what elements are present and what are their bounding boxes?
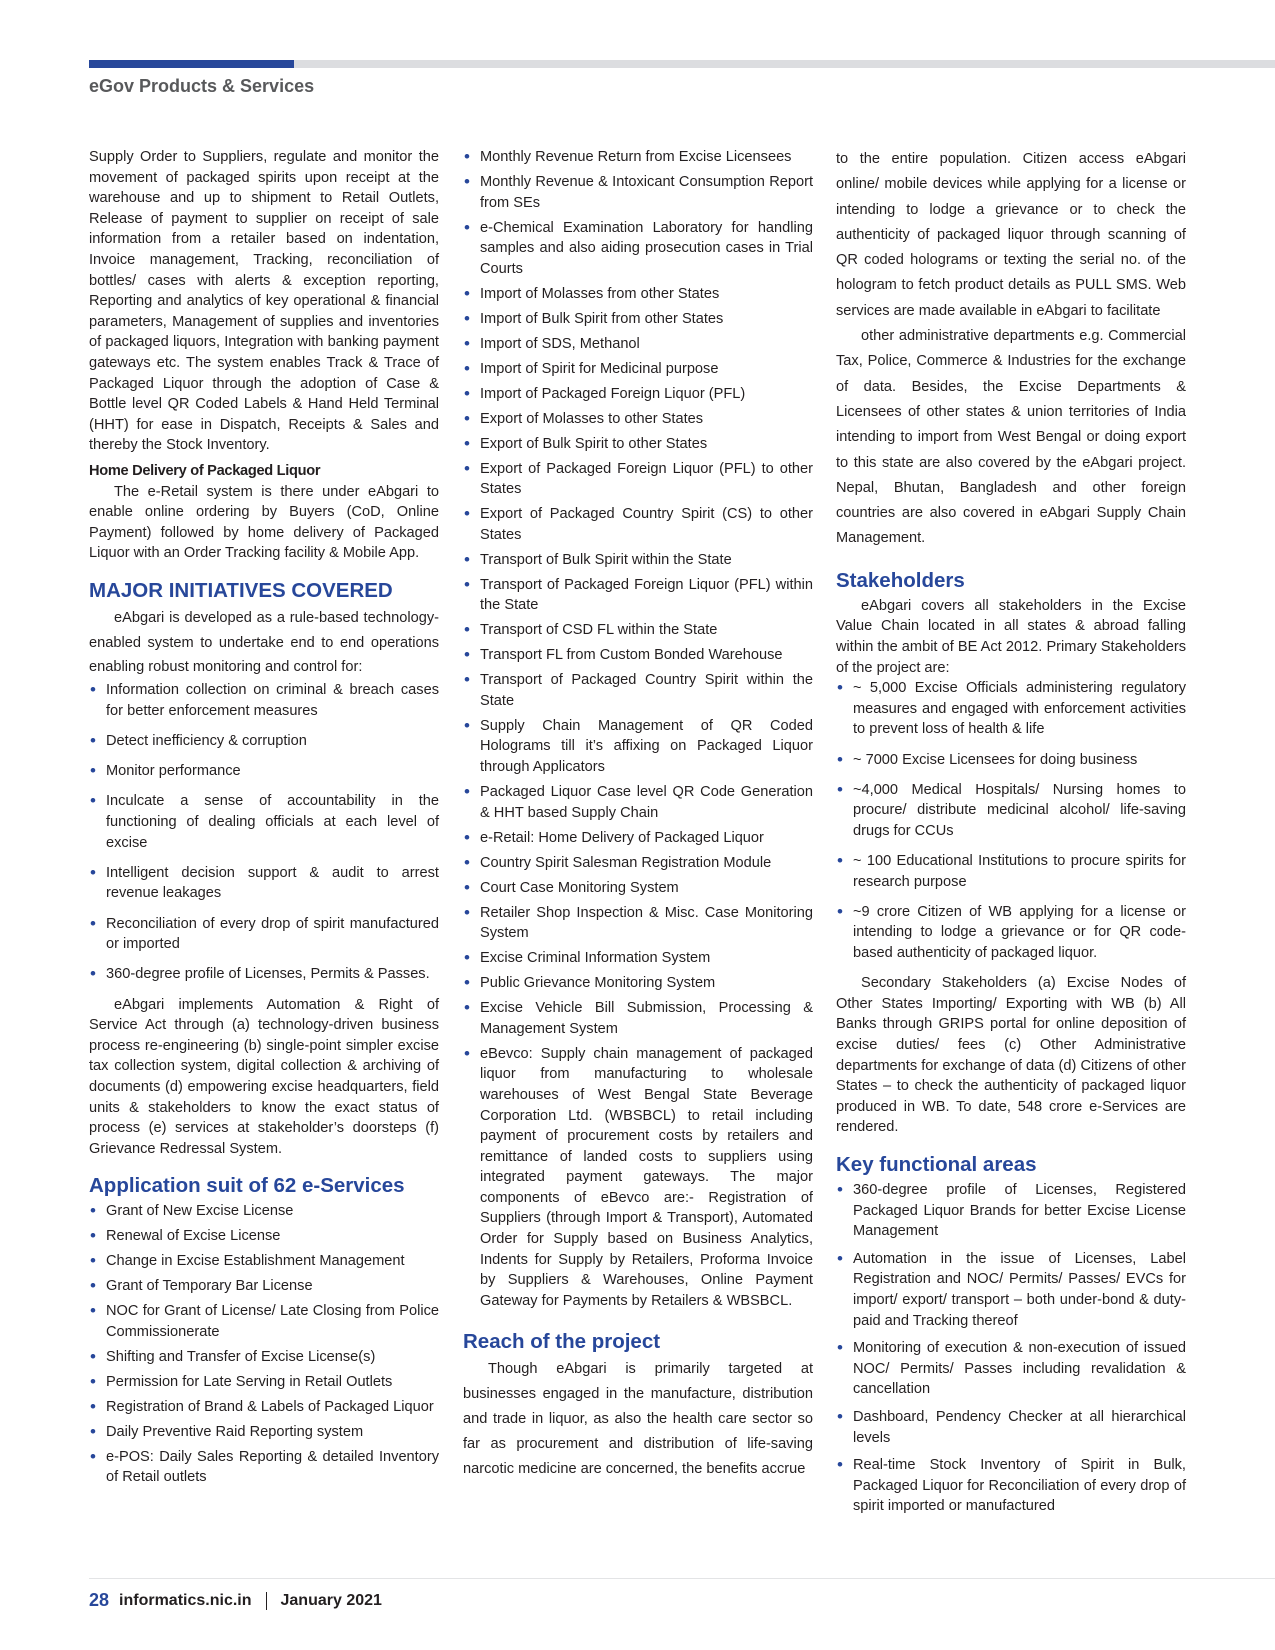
list-item: • Public Grievance Monitoring System: [463, 973, 813, 994]
list-item: • Export of Bulk Spirit to other States: [463, 434, 813, 455]
list-item: • e-Retail: Home Delivery of Packaged Liquor: [463, 828, 813, 849]
column-2: [463, 147, 813, 1481]
list-item: • Import of Bulk Spirit from other States: [463, 309, 813, 330]
key-functional-areas-list: [836, 1180, 1186, 1517]
list-item: • Transport FL from Custom Bonded Warehouse: [463, 645, 813, 666]
list-item: • Transport of Bulk Spirit within the State: [463, 550, 813, 571]
footer-rule: [89, 1578, 1275, 1579]
list-item: • Transport of Packaged Country Spirit within the State: [463, 670, 813, 711]
stakeholders-paragraph: eAbgari covers all stakeholders in the Excise Value Chain located in all states & abroad falling within the ambit of BE Act 2012. Primary Stakeholders of the project are:: [836, 597, 1186, 676]
list-item: • Detect inefficiency & corruption: [89, 731, 439, 752]
home-delivery-heading: Home Delivery of Packaged Liquor: [89, 462, 321, 479]
list-item: • Import of Spirit for Medicinal purpose: [463, 359, 813, 380]
list-item: • Monthly Revenue Return from Excise Licensees: [463, 147, 813, 168]
reach-heading: Reach of the project: [463, 1330, 661, 1354]
list-item: • Transport of Packaged Foreign Liquor (PFL) within the State: [463, 575, 813, 616]
list-item: • Reconciliation of every drop of spirit manufactured or imported: [89, 914, 439, 955]
list-item: • Grant of New Excise License: [89, 1201, 439, 1222]
list-item: • Excise Criminal Information System: [463, 948, 813, 969]
major-initiatives-paragraph: eAbgari is developed as a rule-based technology-enabled system to undertake end to end operations enabling robust monitoring and control for:: [89, 609, 439, 676]
reach-continued-paragraph-2: other administrative departments e.g. Commercial Tax, Police, Commerce & Industries for the exchange of data. Besides, the Excise Departments & Licensees of other states & union territories of India intending to import from West Bengal or doing export to this state are also covered by the eAbgari project. Nepal, Bhutan, Bangladesh and other foreign countries are also covered in eAbgari Supply Chain Management.: [836, 328, 1186, 547]
list-item: • Grant of Temporary Bar License: [89, 1276, 439, 1297]
list-item: • ~4,000 Medical Hospitals/ Nursing homes to procure/ distribute medicinal alcohol/ life-saving drugs for CCUs: [836, 780, 1186, 842]
list-item: • Change in Excise Establishment Management: [89, 1251, 439, 1272]
list-item: • NOC for Grant of License/ Late Closing from Police Commissionerate: [89, 1301, 439, 1342]
header-accent-bar: [89, 60, 294, 68]
application-suit-list: [89, 1201, 439, 1488]
list-item: • ~ 7000 Excise Licensees for doing business: [836, 750, 1186, 771]
secondary-stakeholders-paragraph: Secondary Stakeholders (a) Excise Nodes of Other States Importing/ Exporting with WB (b) All Banks through GRIPS portal for online deposition of excise duties/ fees (c) Other Administrative departments for exchange of data (d) Citizens of other States – to check the authenticity of packaged liquor produced in WB. To date, 548 crore e-Services are rendered.: [836, 975, 1186, 1136]
list-item: • Court Case Monitoring System: [463, 878, 813, 899]
list-item: • Inculcate a sense of accountability in the functioning of dealing officials at each level of excise: [89, 791, 439, 853]
list-item: • Renewal of Excise License: [89, 1226, 439, 1247]
list-item: • Dashboard, Pendency Checker at all hierarchical levels: [836, 1407, 1186, 1448]
list-item: • Shifting and Transfer of Excise License(s): [89, 1347, 439, 1368]
list-item: • Automation in the issue of Licenses, Label Registration and NOC/ Permits/ Passes/ EVCs for import/ export/ transport – both under-bond & duty-paid and Tracking thereof: [836, 1249, 1186, 1331]
column-3: [836, 147, 1186, 1524]
home-delivery-paragraph: The e-Retail system is there under eAbgari to enable online ordering by Buyers (CoD, Online Payment) followed by home delivery of Packaged Liquor with an Order Tracking facility & Mobile App.: [89, 483, 439, 562]
footer: [89, 1590, 382, 1611]
list-item: • Export of Packaged Foreign Liquor (PFL) to other States: [463, 459, 813, 500]
stakeholders-list: [836, 678, 1186, 964]
footer-divider: [266, 1592, 267, 1610]
list-item: • ~ 100 Educational Institutions to procure spirits for research purpose: [836, 851, 1186, 892]
footer-date: January 2021: [280, 1591, 382, 1609]
e-services-list: [463, 147, 813, 1311]
list-item: • Export of Molasses to other States: [463, 409, 813, 430]
list-item: • Import of Packaged Foreign Liquor (PFL): [463, 384, 813, 405]
list-item: • Transport of CSD FL within the State: [463, 620, 813, 641]
major-initiatives-list: [89, 680, 439, 985]
list-item: • Monitoring of execution & non-execution of issued NOC/ Permits/ Passes including revalidation & cancellation: [836, 1338, 1186, 1400]
list-item: • Permission for Late Serving in Retail Outlets: [89, 1372, 439, 1393]
list-item: • Daily Preventive Raid Reporting system: [89, 1422, 439, 1443]
page-number: 28: [89, 1590, 110, 1610]
list-item: • Import of Molasses from other States: [463, 284, 813, 305]
stakeholders-heading: Stakeholders: [836, 568, 965, 592]
application-suit-heading: Application suit of 62 e-Services: [89, 1174, 405, 1198]
list-item: • Monthly Revenue & Intoxicant Consumption Report from SEs: [463, 172, 813, 213]
list-item: • eBevco: Supply chain management of packaged liquor from manufacturing to wholesale warehouses of West Bengal State Beverage Corporation Ltd. (WBSBCL) to retail including payment of procurement costs by retailers and remittance of landed costs to suppliers using integrated payment gateways. The major components of eBevco are:- Registration of Suppliers (through Import & Transport), Automated Order for Supply based on Business Analytics, Indents for Supply by Retailers, Proforma Invoice by Suppliers & Warehouses, Online Payment Gateway for Payments by Retailers & WBSBCL.: [463, 1044, 813, 1312]
list-item: • Excise Vehicle Bill Submission, Processing & Management System: [463, 998, 813, 1039]
list-item: • Country Spirit Salesman Registration Module: [463, 853, 813, 874]
list-item: • Real-time Stock Inventory of Spirit in Bulk, Packaged Liquor for Reconciliation of every drop of spirit imported or manufactured: [836, 1455, 1186, 1517]
column-1: [89, 147, 439, 1492]
list-item: • Registration of Brand & Labels of Packaged Liquor: [89, 1397, 439, 1418]
list-item: • ~ 5,000 Excise Officials administering regulatory measures and engaged with enforcement activities to prevent loss of health & life: [836, 678, 1186, 740]
list-item: • Packaged Liquor Case level QR Code Generation & HHT based Supply Chain: [463, 782, 813, 823]
intro-paragraph: Supply Order to Suppliers, regulate and monitor the movement of packaged spirits upon receipt at the warehouse and up to shipment to Retail Outlets, Release of payment to supplier on receipt of sale information from a retailer based on indentation, Invoice management, Tracking, reconciliation of bottles/ cases with alerts & exception reporting, Reporting and analytics of key operational & financial parameters, Management of supplies and inventories of packaged liquors, Integration with banking payment gateways etc. The system enables Track & Trace of Packaged Liquor through the adoption of Case & Bottle level QR Coded Labels & Hand Held Terminal (HHT) for ease in Dispatch, Receipts & Sales and thereby the Stock Inventory.: [89, 149, 439, 454]
list-item: • Export of Packaged Country Spirit (CS) to other States: [463, 504, 813, 545]
automation-paragraph: eAbgari implements Automation & Right of Service Act through (a) technology-driven business process re-engineering (b) single-point simpler excise tax collection system, digital collection & archiving of documents (d) empowering excise headquarters, field units & stakeholders to know the exact status of process (e) services at stakeholder’s doorsteps (f) Grievance Redressal System.: [89, 996, 439, 1157]
list-item: • Monitor performance: [89, 761, 439, 782]
list-item: • Intelligent decision support & audit to arrest revenue leakages: [89, 863, 439, 904]
list-item: • Information collection on criminal & breach cases for better enforcement measures: [89, 680, 439, 721]
reach-paragraph: Though eAbgari is primarily targeted at businesses engaged in the manufacture, distribution and trade in liquor, as also the health care sector so far as procurement and distribution of life-saving narcotic medicine are concerned, the benefits accrue: [463, 1361, 813, 1477]
footer-site-link[interactable]: informatics.nic.in: [119, 1591, 252, 1609]
major-initiatives-heading: MAJOR INITIATIVES COVERED: [89, 578, 393, 602]
list-item: • 360-degree profile of Licenses, Registered Packaged Liquor Brands for better Excise License Management: [836, 1180, 1186, 1242]
list-item: • Import of SDS, Methanol: [463, 334, 813, 355]
list-item: • Supply Chain Management of QR Coded Holograms till it’s affixing on Packaged Liquor through Applicators: [463, 716, 813, 778]
list-item: • Retailer Shop Inspection & Misc. Case Monitoring System: [463, 903, 813, 944]
list-item: • 360-degree profile of Licenses, Permits & Passes.: [89, 964, 439, 985]
list-item: • e-Chemical Examination Laboratory for handling samples and also aiding prosecution cases in Trial Courts: [463, 218, 813, 280]
section-label: eGov Products & Services: [89, 76, 315, 96]
reach-continued-paragraph: to the entire population. Citizen access eAbgari online/ mobile devices while applying for a license or intending to lodge a grievance or to check the authenticity of packaged liquor through scanning of QR coded holograms or texting the serial no. of the hologram to fetch product details as PULL SMS. Web services are made available in eAbgari to facilitate: [836, 151, 1186, 319]
key-functional-areas-heading: Key functional areas: [836, 1152, 1037, 1176]
list-item: • e-POS: Daily Sales Reporting & detailed Inventory of Retail outlets: [89, 1447, 439, 1488]
list-item: • ~9 crore Citizen of WB applying for a license or intending to lodge a grievance or for QR code-based authenticity of packaged liquor.: [836, 902, 1186, 964]
